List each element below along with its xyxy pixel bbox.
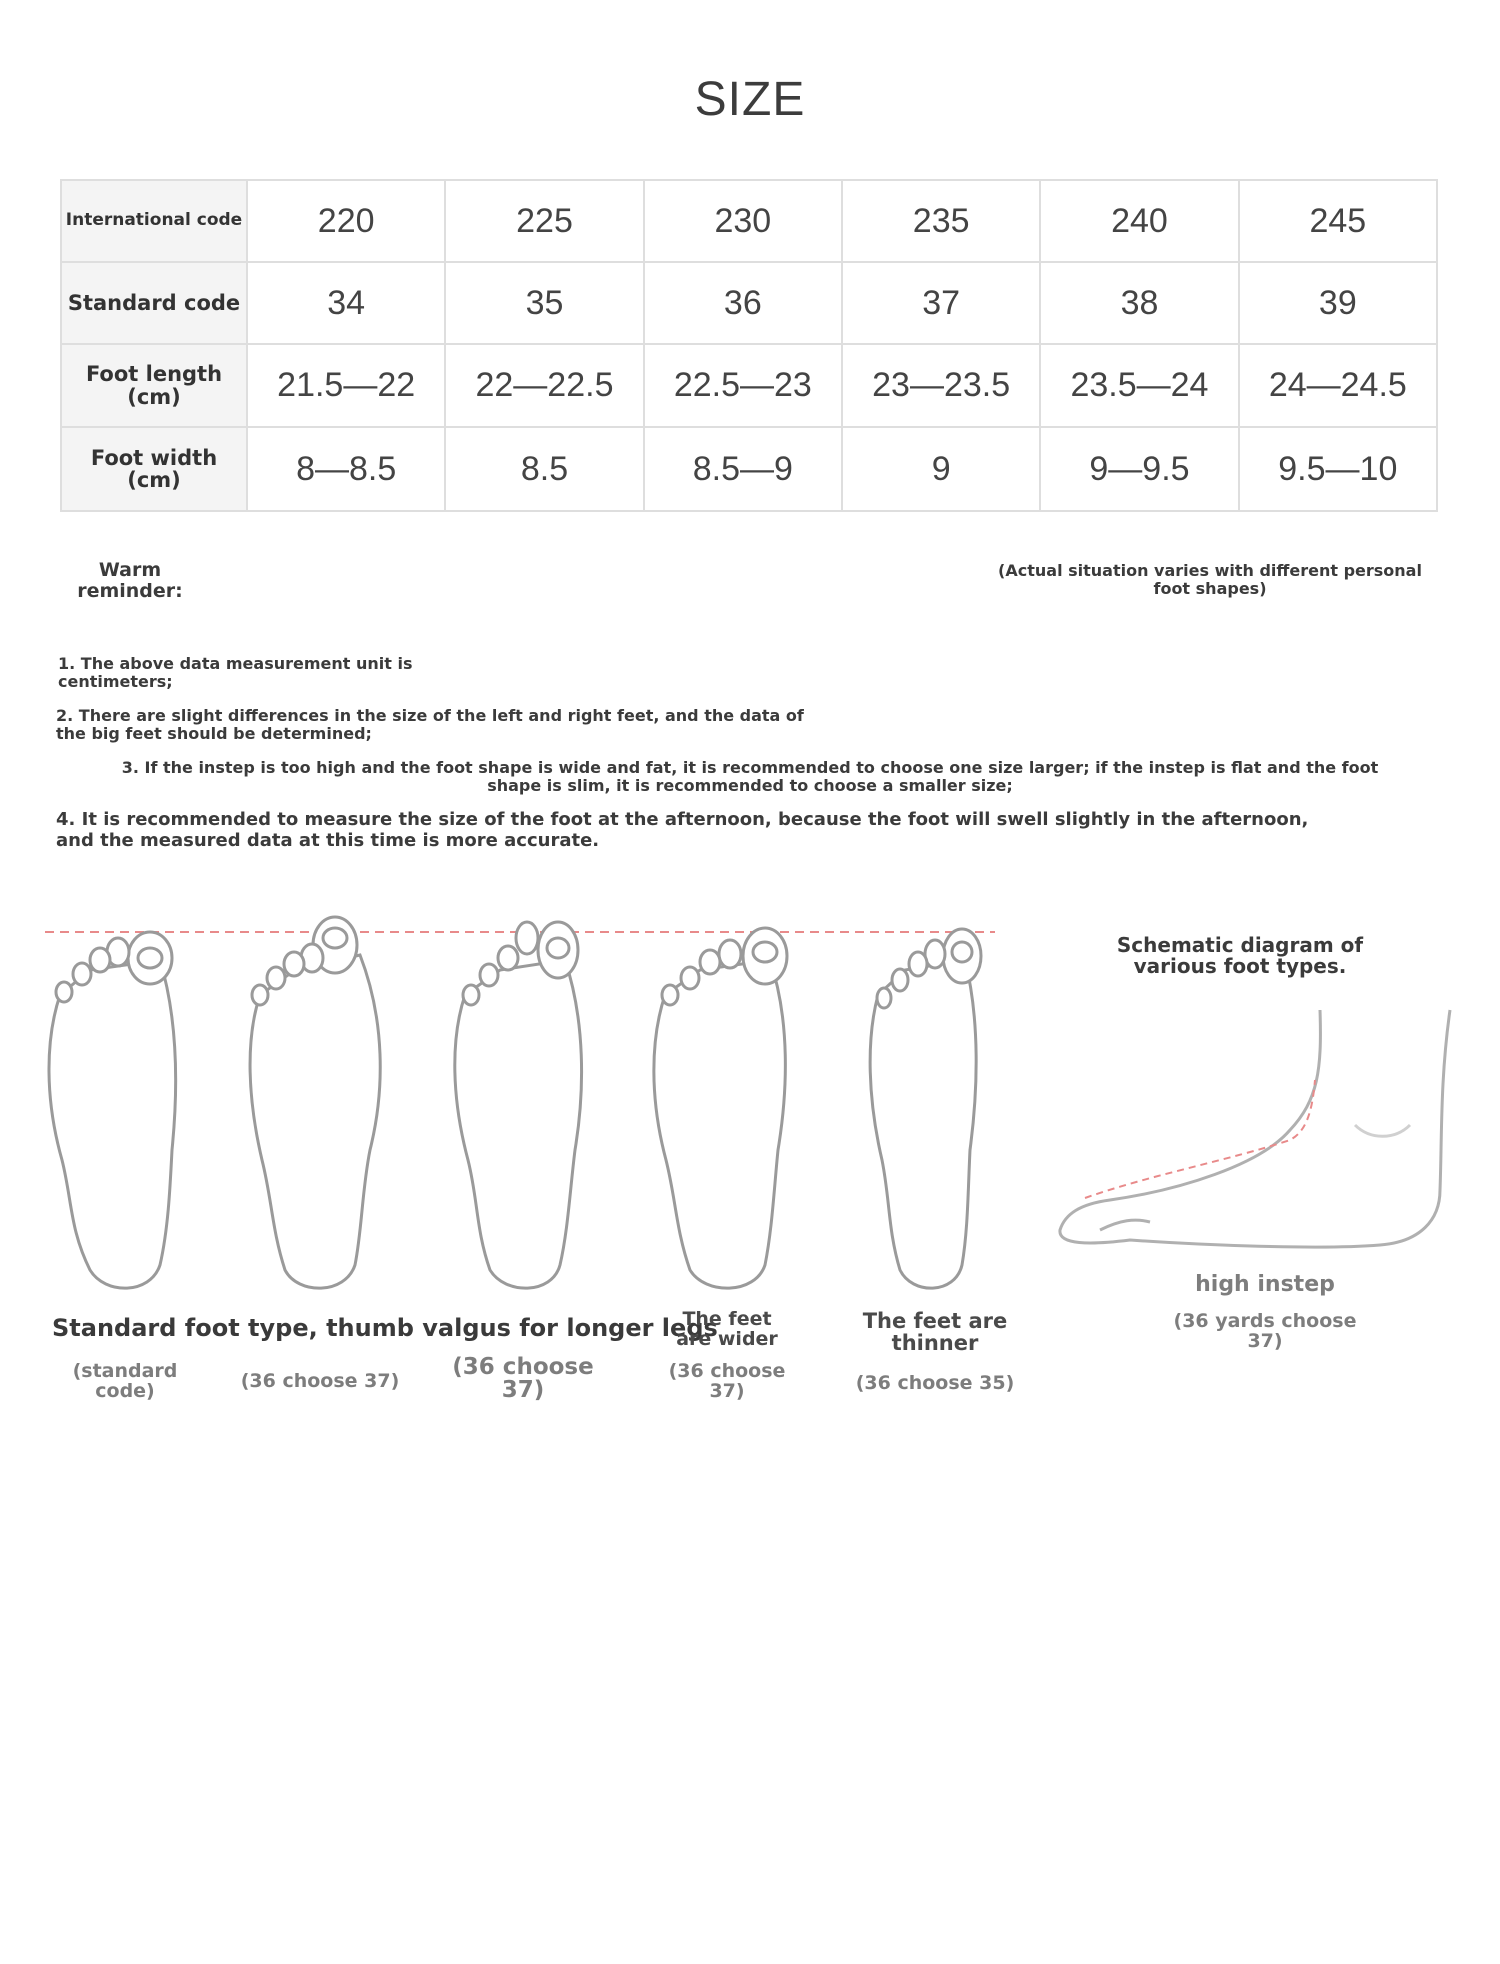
table-cell: 220 bbox=[247, 180, 445, 262]
reminder-note-1: 1. The above data measurement unit is centimeters; bbox=[58, 654, 413, 692]
table-cell: 23—23.5 bbox=[842, 344, 1040, 427]
table-cell: 34 bbox=[247, 262, 445, 344]
foot-type-1-advice: (standard code) bbox=[72, 1360, 178, 1402]
table-cell: 235 bbox=[842, 180, 1040, 262]
reminder-note-3: 3. If the instep is too high and the foot shape is wide and fat, it is recommended to choose one size larger; if the instep is flat and the foot shape is slim, it is recommended to choose a smaller size; bbox=[121, 758, 1379, 796]
row-label-foot-length: Foot length (cm) bbox=[61, 344, 247, 427]
row-label-foot-width: Foot width (cm) bbox=[61, 427, 247, 511]
table-cell: 230 bbox=[644, 180, 842, 262]
table-cell: 22—22.5 bbox=[445, 344, 643, 427]
foot-type-4-advice: (36 choose 37) bbox=[668, 1360, 786, 1402]
table-row bbox=[61, 262, 1437, 344]
table-row bbox=[61, 344, 1437, 427]
foot-type-4-name: The feet are wider bbox=[676, 1308, 778, 1350]
foot-type-3-advice: (36 choose 37) bbox=[452, 1354, 594, 1403]
foot-types-heading: Standard foot type, thumb valgus for longer legs bbox=[52, 1314, 718, 1342]
table-cell: 8—8.5 bbox=[247, 427, 445, 511]
table-cell: 24—24.5 bbox=[1239, 344, 1437, 427]
foot-type-5-name: The feet are thinner bbox=[862, 1309, 1008, 1356]
foot-type-2-advice: (36 choose 37) bbox=[240, 1370, 400, 1392]
high-instep-foot-icon bbox=[1060, 1010, 1450, 1247]
table-cell: 225 bbox=[445, 180, 643, 262]
thin-foot-icon bbox=[870, 929, 981, 1288]
table-row bbox=[61, 427, 1437, 511]
table-cell: 35 bbox=[445, 262, 643, 344]
row-label-international-code: International code bbox=[61, 180, 247, 262]
disclaimer-text: (Actual situation varies with different personal foot shapes) bbox=[998, 561, 1422, 599]
table-cell: 9—9.5 bbox=[1040, 427, 1238, 511]
page-title: SIZE bbox=[694, 73, 806, 126]
table-cell: 8.5—9 bbox=[644, 427, 842, 511]
table-cell: 9.5—10 bbox=[1239, 427, 1437, 511]
reminder-note-2: 2. There are slight differences in the size of the left and right feet, and the data of the big feet should be determined; bbox=[56, 706, 804, 744]
longer-leg-foot-icon bbox=[455, 922, 582, 1288]
foot-type-5-advice: (36 choose 35) bbox=[855, 1372, 1015, 1394]
table-cell: 245 bbox=[1239, 180, 1437, 262]
diagram-title: Schematic diagram of various foot types. bbox=[1116, 933, 1364, 978]
table-cell: 23.5—24 bbox=[1040, 344, 1238, 427]
table-cell: 8.5 bbox=[445, 427, 643, 511]
table-cell: 38 bbox=[1040, 262, 1238, 344]
table-cell: 37 bbox=[842, 262, 1040, 344]
table-cell: 21.5—22 bbox=[247, 344, 445, 427]
table-cell: 36 bbox=[644, 262, 842, 344]
table-cell: 9 bbox=[842, 427, 1040, 511]
thumb-valgus-foot-icon bbox=[250, 917, 380, 1288]
table-cell: 22.5—23 bbox=[644, 344, 842, 427]
wide-foot-icon bbox=[654, 928, 787, 1288]
table-cell: 39 bbox=[1239, 262, 1437, 344]
warm-reminder-label: Warm reminder: bbox=[77, 559, 183, 602]
row-label-standard-code: Standard code bbox=[61, 262, 247, 344]
reminder-note-4: 4. It is recommended to measure the size of the foot at the afternoon, because the foot will swell slightly in the afternoon, and the measured data at this time is more accurate. bbox=[56, 809, 1309, 851]
standard-foot-icon bbox=[49, 932, 176, 1288]
table-cell: 240 bbox=[1040, 180, 1238, 262]
side-view-name: high instep bbox=[1195, 1272, 1335, 1297]
size-chart-table bbox=[60, 179, 1438, 512]
side-view-advice: (36 yards choose 37) bbox=[1173, 1310, 1357, 1352]
table-row bbox=[61, 180, 1437, 262]
